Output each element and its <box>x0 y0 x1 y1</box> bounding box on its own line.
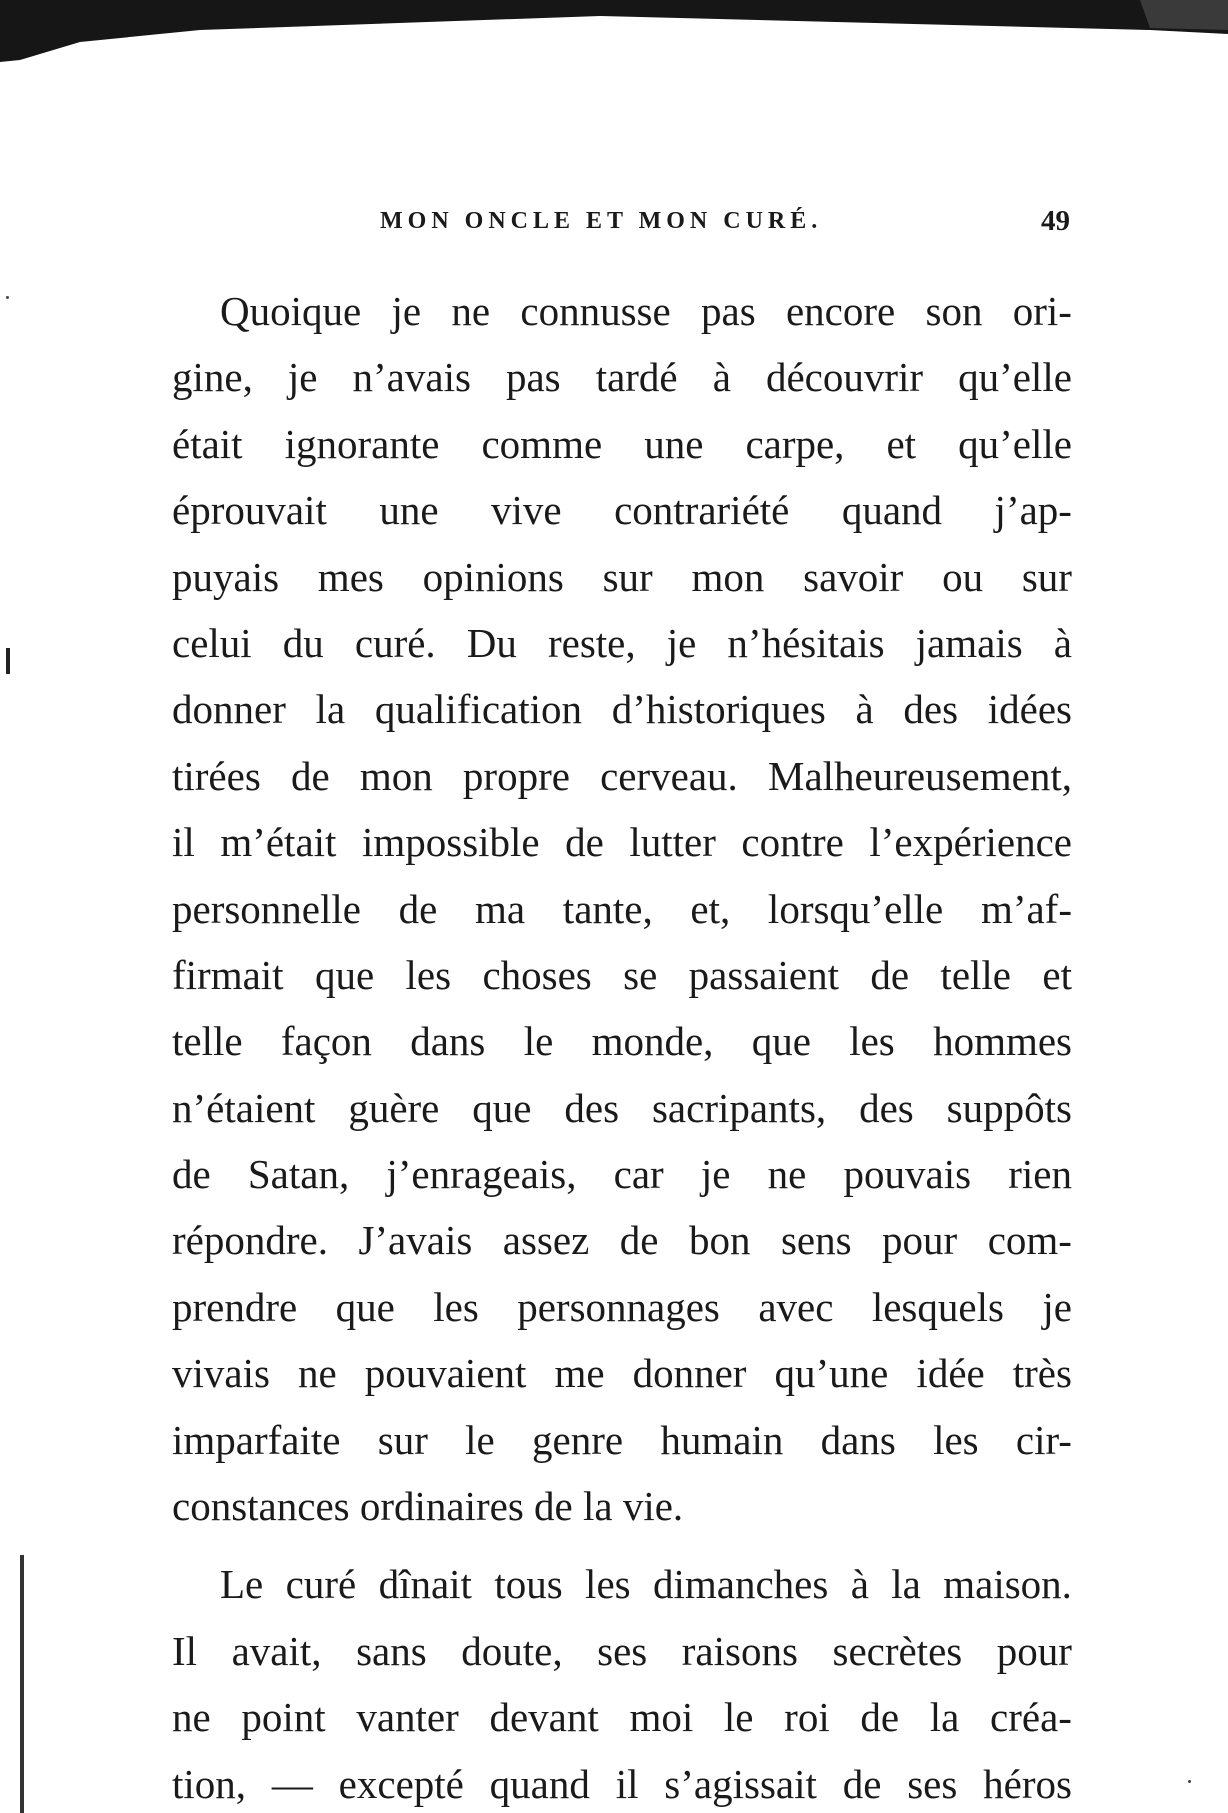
running-title: MON ONCLE ET MON CURÉ. <box>380 208 823 234</box>
scan-top-edge <box>0 0 1228 62</box>
text-line: personnelle de ma tante, et, lorsqu’elle m’af- <box>172 885 1072 932</box>
text-line: telle façon dans le monde, que les hommes <box>172 1018 1072 1065</box>
text-line: prendre que les personnages avec lesquels je <box>172 1283 1072 1330</box>
scan-binding-edge <box>20 1555 24 1813</box>
paragraph <box>172 278 1072 1539</box>
text-line: donner la qualification d’historiques à des idées <box>172 686 1072 733</box>
text-line: ne point vanter devant moi le roi de la créa- <box>172 1694 1072 1741</box>
text-line: répondre. J’avais assez de bon sens pour com- <box>172 1217 1072 1264</box>
text-line: tion, — excepté quand il s’agissait de ses héros <box>172 1760 1072 1807</box>
scan-mark <box>6 648 10 674</box>
body-text <box>172 278 1072 1813</box>
text-line: Quoique je ne connusse pas encore son ori- <box>220 288 1072 334</box>
text-line: éprouvait une vive contrariété quand j’ap- <box>172 487 1072 534</box>
scan-speck <box>1188 1780 1191 1783</box>
scan-speck <box>6 296 9 299</box>
text-line: il m’était impossible de lutter contre l’expérience <box>172 819 1072 866</box>
text-line: n’étaient guère que des sacripants, des suppôts <box>172 1084 1072 1131</box>
text-line: gine, je n’avais pas tardé à découvrir qu’elle <box>172 354 1072 401</box>
text-line: était ignorante comme une carpe, et qu’elle <box>172 420 1072 467</box>
paragraph <box>172 1551 1072 1813</box>
text-line: puyais mes opinions sur mon savoir ou sur <box>172 553 1072 600</box>
text-line: vivais ne pouvaient me donner qu’une idée très <box>172 1350 1072 1397</box>
page-number: 49 <box>1041 205 1070 237</box>
text-line: imparfaite sur le genre humain dans les cir- <box>172 1416 1072 1463</box>
text-line: Le curé dînait tous les dimanches à la maison. <box>220 1561 1072 1608</box>
text-line: firmait que les choses se passaient de telle et <box>172 951 1072 998</box>
text-line: Il avait, sans doute, ses raisons secrètes pour <box>172 1627 1072 1674</box>
text-line: celui du curé. Du reste, je n’hésitais jamais à <box>172 619 1072 666</box>
text-line: de Satan, j’enrageais, car je ne pouvais rien <box>172 1151 1072 1198</box>
text-line: tirées de mon propre cerveau. Malheureusement, <box>172 752 1072 799</box>
running-head <box>170 205 1070 248</box>
text-line: constances ordinaires de la vie. <box>172 1483 684 1530</box>
